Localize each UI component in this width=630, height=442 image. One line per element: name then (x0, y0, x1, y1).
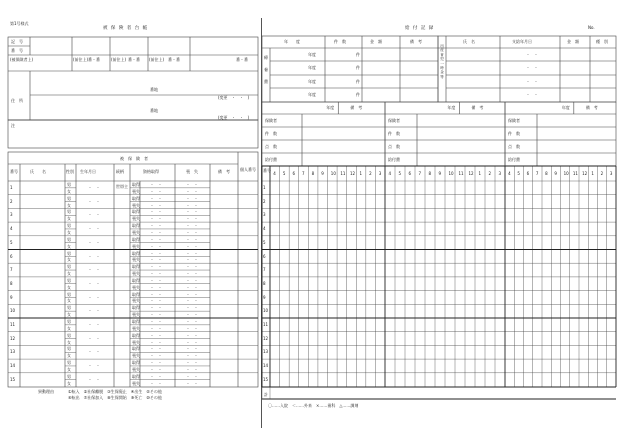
sex-female: 女 (67, 353, 71, 359)
month-label: 11 (340, 171, 346, 176)
acquire-label: 取得 (132, 332, 140, 338)
col-header-loss: 喪 失 (186, 169, 198, 174)
col-header-personal-no: 個人番号 (240, 167, 256, 172)
sex-male: 男 (67, 346, 71, 352)
loss-date-dots-2: ・ ・ (186, 188, 198, 194)
month-label: 11 (458, 171, 464, 176)
sex-female: 女 (67, 298, 71, 304)
loss-date-dots-2: ・ ・ (186, 312, 198, 318)
month-label: 6 (526, 171, 530, 176)
sheet-number-label: No. (588, 25, 595, 30)
month-label: 1 (478, 171, 482, 176)
benefit-header-type: 種 別 (596, 39, 608, 44)
acquire-date-dots: ・ ・ (150, 195, 162, 201)
sex-female: 女 (67, 271, 71, 277)
summary-remarks-label: 備 考 (585, 105, 598, 110)
right-row-number: 13 (263, 349, 269, 355)
acquire-date-dots-2: ・ ・ (186, 250, 198, 256)
month-label: 11 (572, 171, 578, 176)
sex-male: 男 (67, 182, 71, 187)
form-number: 第1号様式 (10, 21, 29, 26)
summary-row-label: 件 数 (388, 130, 400, 136)
col-header-remarks: 備 考 (218, 169, 230, 174)
acquire-label: 取得 (132, 236, 140, 242)
loss-date-dots-2: ・ ・ (186, 380, 198, 386)
month-label: 7 (302, 171, 305, 176)
month-label: 6 (408, 171, 412, 176)
acquire-date-dots: ・ ・ (150, 209, 162, 215)
sex-male: 男 (67, 319, 71, 324)
month-label: 3 (378, 171, 382, 176)
right-row-number: 5 (263, 239, 266, 245)
month-label: 10 (563, 171, 569, 176)
household-title: 被 保 険 者 (120, 156, 148, 161)
loss-date-dots-2: ・ ・ (186, 229, 198, 235)
loss-date-dots: ・ ・ (150, 216, 162, 222)
col-header-number: 番号 (10, 169, 18, 174)
loss-date-dots: ・ ・ (150, 284, 162, 290)
payout-year-label: 年度 (308, 52, 316, 57)
loss-label: 喪失 (132, 298, 140, 304)
row-number: 2 (10, 198, 13, 204)
right-row-number: 4 (263, 226, 266, 232)
benefit-header-name: 氏 名 (463, 39, 475, 44)
sex-female: 女 (67, 229, 71, 235)
loss-label: 喪失 (132, 271, 140, 277)
month-label: 12 (582, 171, 588, 176)
col-header-sex: 性別 (66, 169, 74, 174)
summary-row-label: 点 数 (508, 143, 520, 149)
right-row-number: 7 (263, 267, 266, 273)
acquire-date-dots-2: ・ ・ (186, 332, 198, 338)
sex-male: 男 (67, 291, 71, 297)
reasons-line-2: ⑥転出 ⑦社保加入 ⑧生保開始 ⑨死亡 ⑩その他 (68, 395, 162, 400)
kigo-label: 記 号 (11, 39, 23, 44)
sex-female: 女 (67, 380, 71, 386)
month-label: 9 (321, 171, 324, 176)
col-header-relation: 続柄 (116, 169, 124, 174)
acquire-label: 取得 (132, 319, 140, 324)
banchi-label-1: 番地 (150, 87, 158, 92)
loss-date-dots-2: ・ ・ (186, 243, 198, 249)
loss-date-dots: ・ ・ (150, 243, 162, 249)
month-label: 4 (508, 171, 511, 176)
sex-female: 女 (67, 339, 71, 345)
loss-date-dots-2: ・ ・ (186, 284, 198, 290)
right-row-number: 2 (263, 198, 266, 204)
month-label: 7 (535, 171, 539, 176)
loss-label: 喪失 (132, 366, 140, 372)
sex-male: 男 (67, 209, 71, 215)
month-label: 4 (388, 171, 392, 176)
benefit-header-amount: 金 額 (567, 39, 579, 44)
bango-label: 番 号 (11, 48, 23, 53)
right-row-number: 3 (263, 212, 266, 218)
month-label: 10 (448, 171, 454, 176)
loss-date-dots-2: ・ ・ (186, 216, 198, 222)
month-label: 7 (418, 171, 422, 176)
sex-female: 女 (67, 243, 71, 249)
payout-side-label: 療養費 (264, 55, 268, 84)
benefit-date-dots: ・ ・ (526, 92, 538, 97)
payout-header-amount: 金 額 (370, 39, 382, 44)
month-label: 1 (591, 171, 594, 176)
birthdate-dots: ・ ・ (88, 349, 100, 355)
row-number: 4 (10, 226, 13, 232)
loss-date-dots: ・ ・ (150, 353, 162, 359)
loss-date-dots-2: ・ ・ (186, 353, 198, 359)
summary-row-label: 件 数 (265, 130, 277, 136)
loss-date-dots: ・ ・ (150, 202, 162, 208)
acquire-date-dots: ・ ・ (150, 373, 162, 379)
summary-year-label: 年度 (447, 105, 456, 110)
month-label: 2 (600, 171, 604, 176)
birthdate-dots: ・ ・ (88, 322, 100, 327)
sex-male: 男 (67, 195, 71, 201)
head-of-household: 世帯主 (116, 184, 128, 189)
acquire-date-dots: ・ ・ (150, 182, 162, 187)
payout-count-label: 件 (356, 52, 360, 57)
summary-row-label: 給付費 (265, 156, 277, 162)
month-label: 2 (488, 171, 492, 176)
row-number: 5 (10, 239, 13, 245)
benefit-date-dots: ・ ・ (526, 79, 538, 84)
address-label: 住 所 (11, 98, 23, 103)
acquire-date-dots: ・ ・ (150, 250, 162, 256)
birthdate-dots: ・ ・ (88, 198, 100, 204)
insured-upper-label: (被保険者上) (10, 57, 34, 62)
benefit-header-date: 支給年月日 (512, 39, 532, 44)
acquire-label: 取得 (132, 291, 140, 297)
summary-row-label: 件 数 (508, 130, 520, 136)
acquire-label: 取得 (132, 182, 140, 187)
birthdate-dots: ・ ・ (88, 267, 100, 273)
acquire-date-dots-2: ・ ・ (186, 373, 198, 379)
reason-title: 異動理由 (38, 389, 54, 394)
summary-row-label: 保険者 (508, 117, 520, 123)
kyojo-suffix-2: 番・番 (128, 57, 140, 62)
loss-label: 喪失 (132, 325, 140, 331)
loss-date-dots: ・ ・ (150, 271, 162, 277)
acquire-label: 取得 (132, 250, 140, 256)
acquire-date-dots: ・ ・ (150, 291, 162, 297)
right-row-number: 14 (263, 363, 269, 369)
kyojo-suffix-3: 番・番 (168, 57, 180, 62)
birthdate-dots: ・ ・ (88, 253, 100, 259)
sex-male: 男 (67, 373, 71, 379)
payout-header-count: 件 数 (334, 39, 346, 44)
sex-male: 男 (67, 264, 71, 270)
month-label: 12 (468, 171, 474, 176)
acquire-date-dots: ・ ・ (150, 319, 162, 324)
birthdate-dots: ・ ・ (88, 294, 100, 300)
payout-count-label: 件 (356, 65, 360, 70)
loss-label: 喪失 (132, 257, 140, 263)
loss-date-dots-2: ・ ・ (186, 202, 198, 208)
summary-row-label: 点 数 (388, 143, 400, 149)
sex-male: 男 (67, 223, 71, 229)
note-label: 注 (11, 123, 15, 128)
total-label: 計 (264, 392, 268, 397)
reasons-line-1: ①転入 ②社保離脱 ③生保廃止 ④出生 ⑤その他 (68, 389, 162, 394)
loss-label: 喪失 (132, 216, 140, 222)
acquire-date-dots-2: ・ ・ (186, 277, 198, 283)
right-row-number: 1 (263, 185, 266, 190)
acquire-date-dots-2: ・ ・ (186, 195, 198, 201)
benefit-date-dots: ・ ・ (526, 65, 538, 70)
month-label: 4 (273, 171, 276, 176)
summary-row-label: 給付費 (508, 156, 520, 162)
acquire-label: 取得 (132, 360, 140, 366)
month-label: 1 (359, 171, 363, 176)
month-label: 5 (282, 171, 286, 176)
kyojo-label-1: (前住上) (73, 57, 89, 62)
right-row-number: 11 (263, 322, 269, 327)
acquire-label: 取得 (132, 277, 140, 283)
acquire-date-dots-2: ・ ・ (186, 291, 198, 297)
loss-date-dots-2: ・ ・ (186, 339, 198, 345)
acquire-date-dots-2: ・ ・ (186, 209, 198, 215)
acquire-label: 取得 (132, 305, 140, 311)
month-label: 8 (545, 171, 548, 176)
acquire-date-dots: ・ ・ (150, 223, 162, 229)
acquire-date-dots: ・ ・ (150, 346, 162, 352)
payout-header-remarks: 備 考 (410, 39, 422, 44)
loss-date-dots: ・ ・ (150, 229, 162, 235)
sex-female: 女 (67, 284, 71, 290)
right-form-title: 給 付 記 録 (405, 26, 435, 31)
banchi-label-2: 番地 (150, 108, 158, 113)
sex-female: 女 (67, 202, 71, 208)
birthdate-dots: ・ ・ (88, 308, 100, 314)
sex-female: 女 (67, 325, 71, 331)
sex-male: 男 (67, 236, 71, 242)
loss-label: 喪失 (132, 339, 140, 345)
summary-remarks-label: 備 考 (350, 105, 363, 110)
summary-row-label: 保険者 (265, 117, 277, 123)
month-label: 6 (292, 171, 295, 176)
sex-female: 女 (67, 188, 71, 194)
month-label: 3 (498, 171, 502, 176)
acquire-date-dots: ・ ・ (150, 305, 162, 311)
acquire-label: 取得 (132, 346, 140, 352)
sex-female: 女 (67, 216, 71, 222)
sex-male: 男 (67, 305, 71, 311)
row-number: 13 (10, 349, 16, 355)
kyojo-suffix-1: 番・番 (88, 57, 100, 62)
acquire-date-dots: ・ ・ (150, 360, 162, 366)
acquire-date-dots: ・ ・ (150, 264, 162, 270)
birthdate-dots: ・ ・ (88, 212, 100, 218)
sex-female: 女 (67, 257, 71, 263)
sex-female: 女 (67, 312, 71, 318)
acquire-label: 取得 (132, 195, 140, 201)
sex-male: 男 (67, 250, 71, 256)
birthdate-dots: ・ ・ (88, 376, 100, 382)
sex-male: 男 (67, 332, 71, 338)
month-label: 2 (369, 171, 372, 176)
birthdate-dots: ・ ・ (88, 280, 100, 286)
right-row-number: 8 (263, 280, 266, 286)
row-number: 1 (10, 185, 13, 190)
month-label: 12 (349, 171, 356, 176)
loss-date-dots-2: ・ ・ (186, 298, 198, 304)
loss-label: 喪失 (132, 202, 140, 208)
acquire-date-dots: ・ ・ (150, 236, 162, 242)
right-row-number: 6 (263, 253, 266, 259)
summary-remarks-label: 備 考 (471, 105, 484, 110)
loss-label: 喪失 (132, 243, 140, 249)
row-number: 7 (10, 267, 13, 273)
loss-date-dots: ・ ・ (150, 188, 162, 194)
acquire-date-dots-2: ・ ・ (186, 223, 198, 229)
acquire-label: 取得 (132, 264, 140, 270)
row-number: 9 (10, 294, 13, 300)
loss-label: 喪失 (132, 284, 140, 290)
sex-male: 男 (67, 277, 71, 283)
loss-date-dots: ・ ・ (150, 380, 162, 386)
birthdate-dots: ・ ・ (88, 363, 100, 369)
loss-date-dots: ・ ・ (150, 312, 162, 318)
change-label-1: (変更 ・ ・ ) (218, 95, 250, 100)
summary-year-label: 年度 (326, 105, 335, 110)
benefit-date-dots: ・ ・ (526, 52, 538, 57)
payout-count-label: 件 (356, 79, 360, 84)
row-number: 3 (10, 212, 13, 218)
payout-count-label: 件 (356, 92, 360, 97)
row-number: 14 (10, 363, 16, 369)
loss-date-dots: ・ ・ (150, 366, 162, 372)
sex-male: 男 (67, 360, 71, 366)
row-number: 10 (10, 308, 16, 314)
acquire-date-dots-2: ・ ・ (186, 346, 198, 352)
loss-date-dots: ・ ・ (150, 325, 162, 331)
loss-date-dots: ・ ・ (150, 339, 162, 345)
right-row-number: 15 (263, 376, 269, 382)
row-number: 6 (10, 253, 13, 259)
month-label: 8 (311, 171, 315, 176)
month-label: 5 (517, 171, 520, 176)
month-label: 8 (428, 171, 432, 176)
loss-date-dots-2: ・ ・ (186, 366, 198, 372)
change-label-2: (変更 ・ ・ ) (218, 115, 250, 120)
month-label: 9 (554, 171, 557, 176)
acquire-date-dots-2: ・ ・ (186, 305, 198, 311)
benefit-side-label: 出産育児一時金等 (440, 44, 444, 79)
kyojo-suffix-4: 番・番 (236, 57, 248, 62)
month-label: 9 (438, 171, 442, 176)
col-header-name: 氏 名 (30, 169, 46, 174)
loss-date-dots: ・ ・ (150, 257, 162, 263)
birthdate-dots: ・ ・ (88, 185, 100, 190)
loss-label: 喪失 (132, 380, 140, 386)
col-header-birthdate: 生年月日 (80, 169, 96, 174)
legend-text: 〇……入院 ＜……外来 ×……歯科 △……調剤 (268, 403, 359, 408)
right-row-number: 12 (263, 335, 269, 341)
loss-label: 喪失 (132, 312, 140, 318)
month-label: 10 (330, 171, 336, 176)
acquire-date-dots-2: ・ ・ (186, 236, 198, 242)
kyojo-label-2: (前住上) (111, 57, 127, 62)
acquire-label: 取得 (132, 373, 140, 379)
kyojo-label-3: (前住上) (149, 57, 165, 62)
loss-date-dots-2: ・ ・ (186, 257, 198, 263)
summary-row-label: 給付費 (388, 156, 400, 162)
payout-year-label: 年度 (308, 92, 316, 97)
right-row-number: 9 (263, 294, 266, 300)
col-header-acquire: 資格取得 (143, 169, 159, 174)
acquire-date-dots-2: ・ ・ (186, 182, 198, 187)
acquire-date-dots: ・ ・ (150, 277, 162, 283)
loss-label: 喪失 (132, 229, 140, 235)
birthdate-dots: ・ ・ (88, 239, 100, 245)
month-label: 3 (609, 171, 613, 176)
summary-year-label: 年度 (561, 105, 570, 110)
row-number: 8 (10, 280, 13, 286)
birthdate-dots: ・ ・ (88, 226, 100, 232)
acquire-date-dots-2: ・ ・ (186, 360, 198, 366)
birthdate-dots: ・ ・ (88, 335, 100, 341)
loss-date-dots-2: ・ ・ (186, 271, 198, 277)
acquire-label: 取得 (132, 209, 140, 215)
payout-year-label: 年度 (308, 65, 316, 70)
row-number: 12 (10, 335, 16, 341)
row-number: 15 (10, 376, 16, 382)
loss-date-dots: ・ ・ (150, 298, 162, 304)
loss-date-dots-2: ・ ・ (186, 325, 198, 331)
month-label: 5 (398, 171, 402, 176)
acquire-date-dots-2: ・ ・ (186, 319, 198, 324)
payout-header-year: 年 度 (284, 39, 300, 44)
personal-number-header: 番号 (263, 168, 271, 173)
payout-year-label: 年度 (308, 79, 316, 84)
summary-row-label: 保険者 (388, 117, 400, 123)
sex-female: 女 (67, 366, 71, 372)
left-form-title: 被 保 険 者 台 帳 (103, 26, 149, 31)
loss-label: 喪失 (132, 353, 140, 359)
acquire-label: 取得 (132, 223, 140, 229)
row-number: 11 (10, 322, 16, 327)
summary-row-label: 点 数 (265, 143, 277, 149)
loss-label: 喪失 (132, 188, 140, 194)
acquire-date-dots: ・ ・ (150, 332, 162, 338)
right-row-number: 10 (263, 308, 269, 314)
acquire-date-dots-2: ・ ・ (186, 264, 198, 270)
